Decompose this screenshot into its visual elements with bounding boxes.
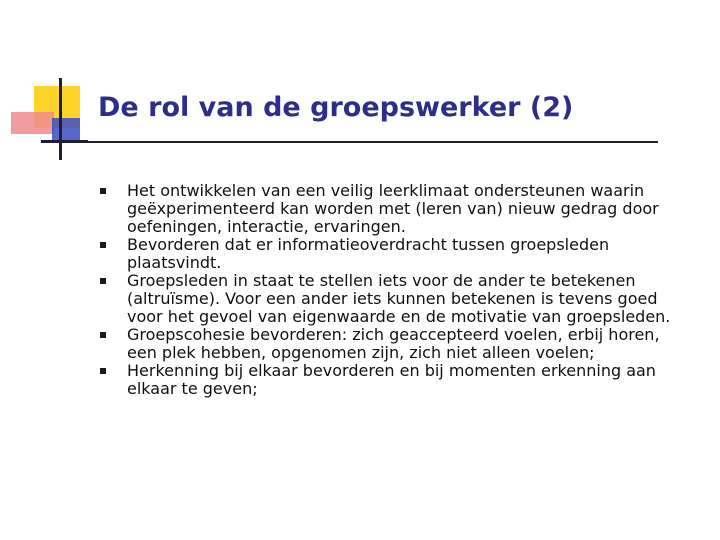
bullet-item <box>98 182 688 236</box>
decor-blue-block <box>52 118 80 141</box>
bullet-item <box>98 236 688 272</box>
bullet-item <box>98 272 688 326</box>
bullet-text: Het ontwikkelen van een veilig leerklimaat ondersteunen waarin geëxperimenteerd kan worden met (leren van) nieuw gedrag door oefeningen, interactie, ervaringen. <box>127 181 659 236</box>
bullet-item <box>98 326 688 362</box>
square-bullet-icon <box>100 278 106 284</box>
square-bullet-icon <box>100 332 106 338</box>
square-bullet-icon <box>100 242 106 248</box>
bullet-text: Bevorderen dat er informatieoverdracht tussen groepsleden plaatsvindt. <box>127 235 610 272</box>
square-bullet-icon <box>100 188 106 194</box>
bullet-list <box>98 182 688 398</box>
bullet-text: Herkenning bij elkaar bevorderen en bij momenten erkenning aan elkaar te geven; <box>127 361 656 398</box>
slide-title: De rol van de groepswerker (2) <box>98 92 574 123</box>
bullet-text: Groepsleden in staat te stellen iets voor de ander te betekenen (altruïsme). Voor een ander iets kunnen betekenen is tevens goed voor het gevoel van eigenwaarde en de motivatie van groepsleden. <box>127 271 671 326</box>
title-underline-rule <box>62 141 658 143</box>
bullet-text: Groepscohesie bevorderen: zich geaccepteerd voelen, erbij horen, een plek hebben, opgenomen zijn, zich niet alleen voelen; <box>127 325 660 362</box>
decor-vertical-line <box>59 78 62 160</box>
decor-red-block <box>11 112 54 134</box>
square-bullet-icon <box>100 368 106 374</box>
bullet-item <box>98 362 688 398</box>
